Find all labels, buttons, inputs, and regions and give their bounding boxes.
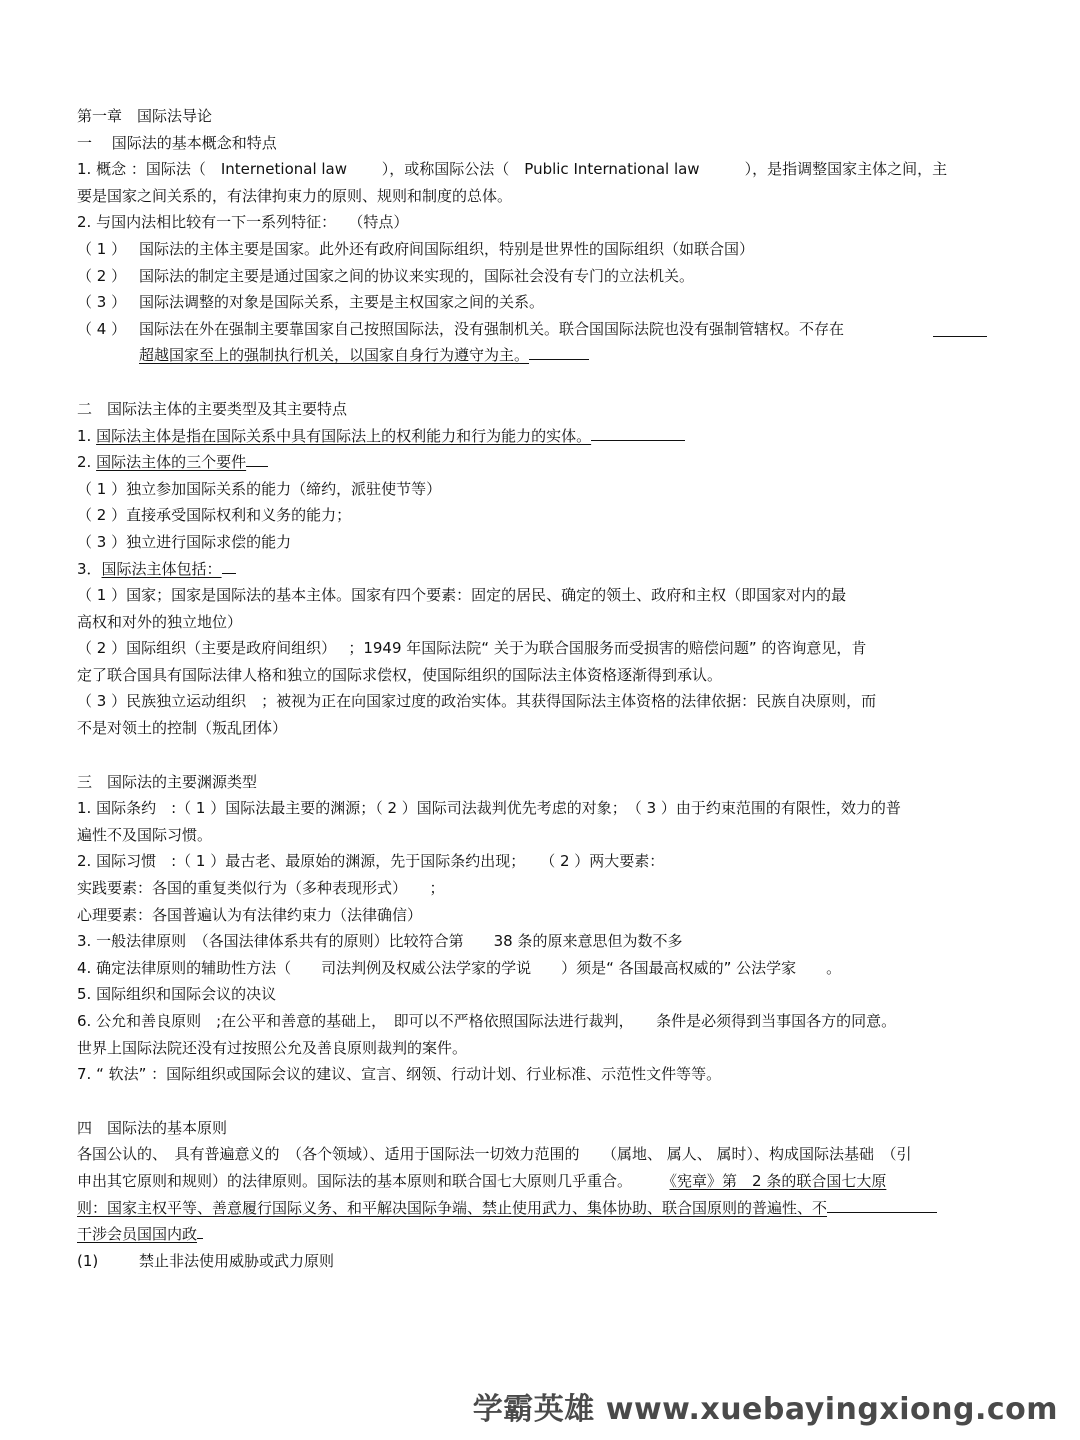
list-continuation — [77, 342, 987, 369]
underline-rule — [933, 336, 987, 337]
paragraph-line: 2. 国际习惯 :（ 1 ）最古老、最原始的渊源，先于国际条约出现； （ 2 ）两大要素： — [77, 852, 665, 871]
list-item — [77, 289, 987, 316]
paragraph-line — [77, 1168, 987, 1195]
paragraph-line: 定了联合国具有国际法律人格和独立的国际求偿权，使国际组织的国际法主体资格逐渐得到承认。 — [77, 665, 723, 684]
underline-rule — [222, 556, 236, 574]
list-number: （ 4 ） — [77, 319, 127, 338]
list-text: 国际法调整的对象是国际关系，主要是主权国家之间的关系。 — [139, 293, 545, 312]
paragraph-line: 1. 国际条约 :（ 1 ）国际法最主要的渊源；（ 2 ）国际司法裁判优先考虑的对象； （ 3 ）由于约束范围的有限性，效力的普 — [77, 799, 901, 818]
underlined-text: 国际法主体是指在国际关系中具有国际法上的权利能力和行为能力的实体。 — [96, 426, 592, 445]
paragraph-line — [77, 449, 987, 476]
paragraph-line: （ 1 ）独立参加国际关系的能力（缔约，派驻使节等） — [77, 479, 442, 498]
section-heading: 一 国际法的基本概念和特点 — [77, 133, 277, 152]
paragraph-line: 实践要素：各国的重复类似行为（多种表现形式） ； — [77, 879, 445, 898]
paragraph-line: 世界上国际法院还没有过按照公允及善良原则裁判的案件。 — [77, 1038, 468, 1057]
underline-rule — [591, 423, 685, 441]
paragraph-line: 遍性不及国际习惯。 — [77, 825, 213, 844]
paragraph-line: 高权和对外的独立地位） — [77, 612, 243, 631]
paragraph-line: （ 1 ）国家；国家是国际法的基本主体。国家有四个要素：固定的居民、确定的领土、政府和主权（即国家对内的最 — [77, 586, 847, 605]
underline-rule — [827, 1195, 937, 1213]
section-heading: 四 国际法的基本原则 — [77, 1118, 228, 1137]
paragraph-line: 心理要素：各国普遍认为有法律约束力（法律确信） — [77, 905, 423, 924]
paragraph-line: 不是对领土的控制（叛乱团体） — [77, 719, 288, 738]
list-text: 国际法在外在强制主要靠国家自己按照国际法，没有强制机关。联合国国际法院也没有强制管辖权。不存在 — [139, 319, 845, 338]
list-item — [77, 236, 987, 263]
paragraph-line: （ 2 ）直接承受国际权利和义务的能力； — [77, 506, 352, 525]
underline-rule — [197, 1221, 203, 1239]
list-number: （ 3 ） — [77, 293, 127, 312]
paragraph-line: 要是国家之间关系的，有法律拘束力的原则、规则和制度的总体。 — [77, 186, 513, 205]
paragraph-line: （ 2 ）国际组织（主要是政府间组织） ；1949 年国际法院“ 关于为联合国服务而受损害的赔偿问题” 的咨询意见，肯 — [77, 639, 867, 658]
paragraph-line: 3. 一般法律原则 （各国法律体系共有的原则）比较符合第 38 条的原来意思但为数不多 — [77, 932, 683, 951]
paragraph-line: （ 3 ）民族独立运动组织 ；被视为正在向国家过度的政治实体。其获得国际法主体资格的法律依据：民族自决原则，而 — [77, 692, 877, 711]
paragraph-line: 各国公认的、 具有普遍意义的 （各个领域）、适用于国际法一切效力范围的 （属地、 属人、 属时）、构成国际法基础 （引 — [77, 1145, 912, 1164]
plain-text: 申出其它原则和规则）的法律原则。国际法的基本原则和联合国七大原则几乎重合。 — [77, 1171, 670, 1190]
paragraph-line: 7. “ 软法” ：国际组织或国际会议的建议、宣言、纲领、行动计划、行业标准、示范性文件等等。 — [77, 1065, 722, 1084]
underlined-text: 干涉会员国国内政 — [77, 1225, 198, 1244]
paragraph-line — [77, 1221, 987, 1248]
paragraph-line: （ 3 ）独立进行国际求偿的能力 — [77, 532, 292, 551]
underlined-text: 超越国家至上的强制执行机关，以国家自身行为遵守为主。 — [139, 346, 530, 365]
section-heading: 三 国际法的主要渊源类型 — [77, 772, 258, 791]
list-item — [77, 1248, 987, 1275]
list-number: （ 1 ） — [77, 239, 127, 258]
paragraph-line: 5. 国际组织和国际会议的决议 — [77, 985, 277, 1004]
list-item — [77, 263, 987, 290]
list-text: 国际法的主体主要是国家。此外还有政府间国际组织，特别是世界性的国际组织（如联合国） — [139, 239, 755, 258]
underlined-text: 《宪章》第 2 条的联合国七大原 — [669, 1171, 887, 1190]
paragraph-line: 2. 与国内法相比较有一下一系列特征： （特点） — [77, 213, 409, 232]
site-watermark: 学霸英雄 www.xuebayingxiong.com — [472, 1392, 1058, 1427]
underline-rule — [529, 342, 589, 360]
list-number: （ 2 ） — [77, 266, 127, 285]
underlined-text: 则：国家主权平等、善意履行国际义务、和平解决国际争端、禁止使用武力、集体协助、联合国原则的普遍性、不 — [77, 1198, 828, 1217]
line-prefix: 2. — [77, 453, 97, 472]
paragraph-line — [77, 423, 987, 450]
list-text: 禁止非法使用威胁或武力原则 — [139, 1251, 335, 1270]
list-text: 国际法的制定主要是通过国家之间的协议来实现的，国际社会没有专门的立法机关。 — [139, 266, 695, 285]
paragraph-line: 6. 公允和善良原则 ;在公平和善意的基础上， 即可以不严格依照国际法进行裁判， 条件是必须得到当事国各方的同意。 — [77, 1012, 897, 1030]
section-heading: 二 国际法主体的主要类型及其主要特点 — [77, 399, 348, 418]
line-prefix: 1. — [77, 426, 97, 445]
paragraph-line: 1. 概念 ：国际法（ Internetional law ），或称国际公法（ Public International law ），是指调整国家主体之间，主 — [77, 160, 948, 179]
document-body — [77, 103, 987, 1274]
paragraph-line — [77, 1195, 987, 1222]
paragraph-line — [77, 556, 987, 583]
paragraph-line: 4. 确定法律原则的辅助性方法（ 司法判例及权威公法学家的学说 ）须是“ 各国最高权威的” 公法学家 。 — [77, 958, 842, 977]
underline-rule — [246, 449, 268, 467]
chapter-title: 第一章 国际法导论 — [77, 107, 213, 125]
underlined-text: 国际法主体包括： — [101, 559, 222, 578]
underlined-text: 国际法主体的三个要件 — [96, 453, 247, 472]
list-number: (1) — [77, 1251, 99, 1270]
list-item — [77, 316, 987, 343]
line-prefix: 3． — [77, 559, 102, 578]
